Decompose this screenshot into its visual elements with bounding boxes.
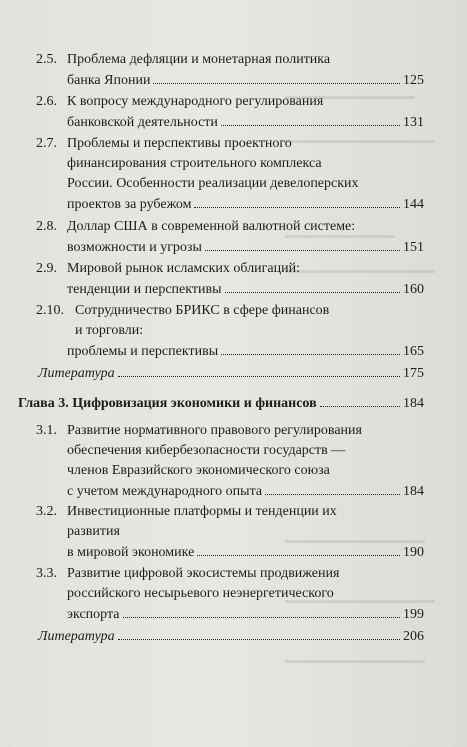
dot-leader: [225, 279, 401, 293]
toc-title-line: банка Японии: [67, 73, 151, 88]
show-through-line: [285, 140, 435, 143]
page-number: 199: [403, 607, 424, 622]
page-number: 190: [403, 545, 424, 560]
toc-title-line: и торговли:: [75, 323, 144, 338]
toc-title-line: развития: [67, 524, 120, 539]
toc-number: 2.9.: [36, 261, 57, 276]
dot-leader: [197, 542, 400, 556]
toc-title-line: обеспечения кибербезопасности государств —: [67, 443, 346, 458]
toc-title-line: Инвестиционные платформы и тенденции их: [67, 504, 337, 519]
toc-chapter-3[interactable]: [18, 393, 424, 413]
toc-title-line: Развитие цифровой экосистемы продвижения: [67, 566, 340, 581]
dot-leader: [118, 363, 400, 377]
toc-title-line: в мировой экономике: [67, 545, 195, 560]
page-number: 184: [403, 484, 424, 499]
toc-number: 2.5.: [36, 52, 57, 67]
toc-entry-2-6[interactable]: [67, 112, 424, 132]
toc-entry-2-5[interactable]: [67, 70, 424, 90]
toc-entry-3-1[interactable]: [67, 481, 424, 501]
toc-entry-3-2[interactable]: [67, 542, 424, 562]
toc-title-line: возможности и угрозы: [67, 240, 202, 255]
toc-title-line: Сотрудничество БРИКС в сфере финансов: [75, 303, 330, 318]
toc-title-line: финансирования строительного комплекса: [67, 156, 322, 171]
show-through-line: [285, 270, 435, 273]
page-number: 131: [403, 115, 424, 130]
show-through-line: [285, 660, 425, 663]
dot-leader: [123, 604, 401, 618]
toc-title-line: тенденции и перспективы: [67, 282, 222, 297]
toc-literature-label: Литература: [38, 629, 115, 644]
dot-leader: [205, 237, 400, 251]
toc-number: 2.6.: [36, 94, 57, 109]
toc-title-line: Развитие нормативного правового регулирования: [67, 423, 362, 438]
page-number: 175: [403, 366, 424, 381]
page-number: 165: [403, 344, 424, 359]
page-number: 206: [403, 629, 424, 644]
toc-entry-2-10[interactable]: [67, 341, 424, 361]
toc-title-line: России. Особенности реализации девелоперских: [67, 176, 359, 191]
toc-entry-2-9[interactable]: [67, 279, 424, 299]
toc-entry-literature-ch3[interactable]: [38, 626, 424, 646]
toc-title-line: членов Евразийского экономического союза: [67, 463, 330, 478]
page-number: 144: [403, 197, 424, 212]
toc-number: 2.10.: [36, 303, 64, 318]
toc-title-line: проблемы и перспективы: [67, 344, 219, 359]
dot-leader: [265, 481, 400, 495]
toc-title-line: Проблемы и перспективы проектного: [67, 136, 292, 151]
toc-number: 3.2.: [36, 504, 57, 519]
toc-title-line: проектов за рубежом: [67, 197, 192, 212]
dot-leader: [221, 112, 400, 126]
toc-title-line: Проблема дефляции и монетарная политика: [67, 52, 331, 67]
toc-number: 3.3.: [36, 566, 57, 581]
toc-number: 2.8.: [36, 219, 57, 234]
dot-leader: [118, 626, 400, 640]
dot-leader: [320, 393, 400, 407]
dot-leader: [153, 70, 400, 84]
toc-title-line: российского несырьевого неэнергетического: [67, 586, 334, 601]
toc-title-line: экспорта: [67, 607, 120, 622]
toc-entry-2-7[interactable]: [67, 194, 424, 214]
toc-number: 2.7.: [36, 136, 57, 151]
toc-literature-label: Литература: [38, 366, 115, 381]
page-number: 125: [403, 73, 424, 88]
toc-title-line: К вопросу международного регулирования: [67, 94, 324, 109]
toc-entry-2-8[interactable]: [67, 237, 424, 257]
page-number: 184: [403, 396, 424, 411]
page-number: 151: [403, 240, 424, 255]
toc-title-line: банковской деятельности: [67, 115, 218, 130]
toc-title-line: Мировой рынок исламских облигаций:: [67, 261, 300, 276]
chapter-heading: Глава 3. Цифровизация экономики и финансов: [18, 396, 317, 411]
dot-leader: [194, 194, 400, 208]
toc-entry-3-3[interactable]: [67, 604, 424, 624]
toc-number: 3.1.: [36, 423, 57, 438]
toc-title-line: Доллар США в современной валютной системе:: [67, 219, 356, 234]
toc-entry-literature-ch2[interactable]: [38, 363, 424, 383]
toc-title-line: с учетом международного опыта: [67, 484, 263, 499]
dot-leader: [221, 341, 400, 355]
page-number: 160: [403, 282, 424, 297]
